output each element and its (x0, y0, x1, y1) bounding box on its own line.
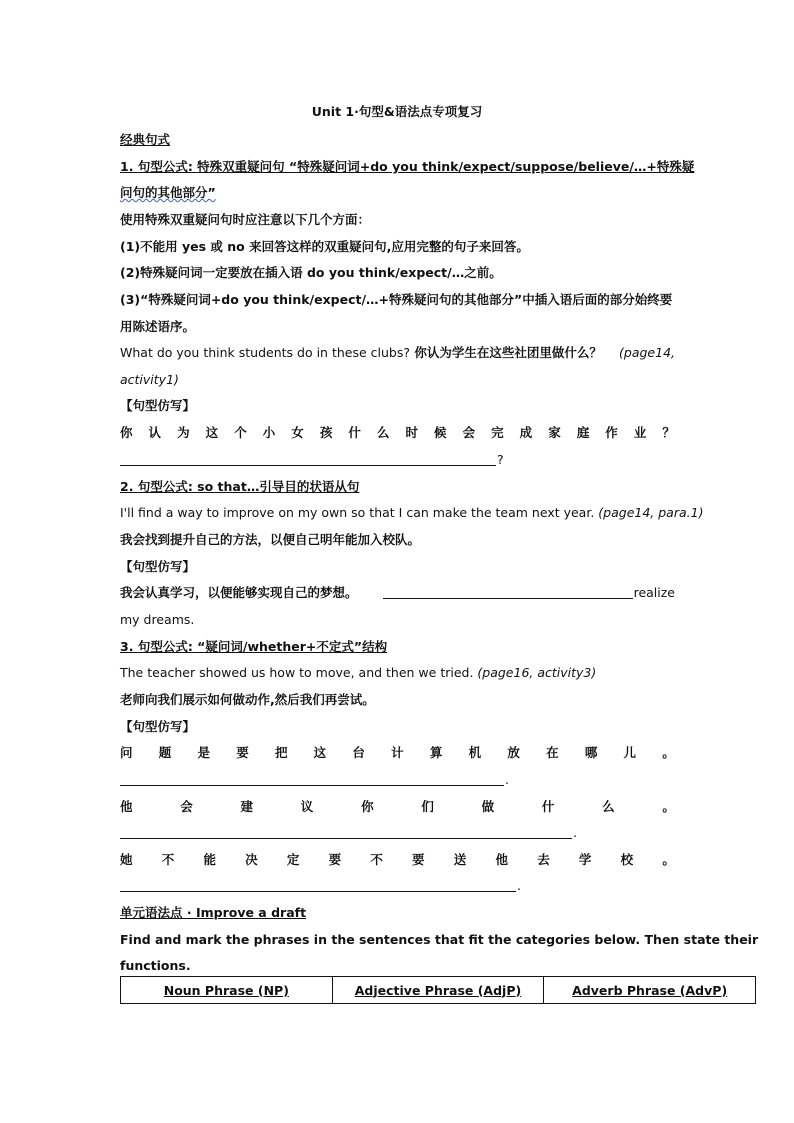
item2-practice-label: 【句型仿写】 (120, 559, 196, 574)
item2-example (120, 504, 704, 522)
item3-practice-label: 【句型仿写】 (120, 719, 196, 734)
item1-number: 1. (120, 159, 138, 174)
practice-char: 为 (177, 425, 190, 440)
item3-practice2 (120, 798, 675, 816)
item3-answer-blank-2[interactable] (120, 838, 572, 839)
item3-example-en: The teacher showed us how to move, and then we tried. (120, 665, 478, 680)
practice-char: 议 (300, 799, 314, 814)
item3-formula-line (120, 638, 675, 656)
practice-char: 庭 (576, 425, 590, 440)
practice-char: 题 (158, 745, 172, 760)
practice-char: 能 (203, 852, 216, 867)
item3-example (120, 664, 675, 682)
grammar-instruction-a: Find and mark the phrases in the sentences that fit the categories below. Then state their (120, 932, 759, 947)
practice-char: 你 (361, 799, 374, 814)
item2-practice-tail-b: my dreams. (120, 612, 195, 627)
practice-char: 建 (240, 799, 254, 814)
item1-formula-a: 特殊双重疑问句 “特殊疑问词+do you think/expect/suppose/believe/…+特殊疑 (197, 159, 695, 174)
item2-example-en: I'll find a way to improve on my own so that I can make the team next year. (120, 505, 599, 520)
item3-blank3-end: . (517, 878, 521, 893)
item1-note-intro: 使用特殊双重疑问句时应注意以下几个方面： (120, 212, 371, 227)
practice-char: 要 (236, 745, 249, 760)
practice-char: 认 (148, 425, 162, 440)
item2-formula-line (120, 478, 675, 496)
item1-formula-line1 (120, 158, 695, 176)
practice-char: 放 (507, 745, 520, 760)
practice-char: 完 (491, 425, 504, 440)
item3-blank1-end: . (505, 772, 509, 787)
item1-lead: 句型公式: (137, 159, 198, 174)
practice-char: 作 (605, 425, 618, 440)
practice-char: 算 (429, 745, 443, 760)
practice-char: 们 (421, 799, 434, 814)
item1-note1: (1)不能用 yes 或 no 来回答这样的双重疑问句,应用完整的句子来回答。 (120, 239, 529, 254)
item1-answer-blank[interactable] (120, 465, 496, 466)
item3-blank2-end: . (573, 825, 577, 840)
item3-answer-blank-3[interactable] (120, 891, 516, 892)
practice-char: 她 (120, 852, 133, 867)
practice-char: 家 (548, 425, 561, 440)
practice-char: 把 (274, 745, 288, 760)
practice-char: 校 (620, 852, 634, 867)
item1-example-cn: 你认为学生在这些社团里做什么？ (409, 345, 602, 360)
item2-formula: so that…引导目的状语从句 (197, 479, 360, 494)
table-header-cell (544, 977, 756, 1004)
grammar-instruction-b: functions. (120, 958, 191, 973)
item1-practice-sentence (120, 424, 675, 442)
item3-answer-blank-1[interactable] (120, 785, 504, 786)
item1-note2: (2)特殊疑问词一定要放在插入语 do you think/expect/…之前。 (120, 265, 502, 280)
practice-char: 个 (234, 425, 247, 440)
practice-char: 这 (205, 425, 219, 440)
item1-example-en: What do you think students do in these clubs? (120, 345, 410, 360)
item2-example-cn: 我会找到提升自己的方法，以便自己明年能加入校队。 (120, 532, 421, 547)
practice-char: 问 (120, 745, 133, 760)
practice-char: 孩 (319, 425, 333, 440)
item2-practice-line (120, 584, 675, 602)
column-adverb-phrase: Adverb Phrase (AdvP) (572, 982, 728, 998)
practice-char: 什 (541, 799, 555, 814)
practice-char: 什 (348, 425, 361, 440)
practice-char: 机 (468, 745, 482, 760)
practice-char: 哪 (584, 745, 598, 760)
practice-char: 。 (662, 799, 675, 814)
item3-example-cn: 老师向我们展示如何做动作,然后我们再尝试。 (120, 692, 375, 707)
practice-char: 计 (391, 745, 404, 760)
practice-char: 。 (662, 745, 675, 760)
practice-char: 学 (578, 852, 592, 867)
practice-char: 。 (662, 852, 675, 867)
item1-note3b: 用陈述语序。 (120, 319, 196, 334)
column-adjective-phrase: Adjective Phrase (AdjP) (354, 982, 522, 998)
item1-formula-line2 (120, 184, 675, 202)
practice-char: 女 (291, 425, 304, 440)
practice-char: 要 (328, 852, 342, 867)
practice-char: 么 (602, 799, 615, 814)
practice-char: 不 (370, 852, 383, 867)
practice-char: 你 (120, 425, 133, 440)
item1-example (120, 344, 675, 362)
item3-number: 3. (120, 639, 138, 654)
practice-char: 会 (462, 425, 476, 440)
section-heading-classic: 经典句式 (120, 132, 171, 147)
table-header-cell (332, 977, 544, 1004)
item3-practice3 (120, 851, 675, 869)
practice-char: 他 (495, 852, 508, 867)
item2-number: 2. (120, 479, 138, 494)
item1-blank-end: ? (497, 452, 504, 467)
practice-char: ？ (662, 425, 675, 440)
item1-example-source-b: activity1) (120, 372, 179, 387)
practice-char: 业 (633, 425, 647, 440)
practice-char: 不 (161, 852, 175, 867)
column-noun-phrase: Noun Phrase (NP) (163, 982, 289, 998)
phrase-category-table (120, 976, 756, 1004)
practice-char: 台 (352, 745, 365, 760)
practice-char: 去 (537, 852, 550, 867)
practice-char: 定 (286, 852, 300, 867)
table-header-row (121, 977, 756, 1004)
practice-char: 这 (313, 745, 327, 760)
item1-practice-label: 【句型仿写】 (120, 398, 196, 413)
item2-lead: 句型公式: (137, 479, 198, 494)
practice-char: 儿 (623, 745, 637, 760)
item1-formula-b: 问句的其他部分” (120, 185, 216, 200)
item2-practice-sentence: 我会认真学习，以便能够实现自己的梦想。 (120, 585, 358, 600)
item3-formula: “疑问词/whether+不定式”结构 (197, 639, 388, 654)
practice-char: 在 (546, 745, 559, 760)
practice-char: 做 (481, 799, 495, 814)
practice-char: 会 (180, 799, 193, 814)
practice-char: 时 (405, 425, 418, 440)
item3-practice1 (120, 744, 675, 762)
practice-char: 他 (120, 799, 133, 814)
practice-char: 成 (519, 425, 533, 440)
practice-char: 送 (453, 852, 467, 867)
item2-example-source: (page14, para.1) (598, 505, 704, 520)
practice-char: 候 (434, 425, 447, 440)
practice-char: 要 (412, 852, 425, 867)
item1-example-source-a: (page14, (619, 345, 675, 360)
item2-practice-tail-a: realize (633, 585, 675, 600)
page-title: Unit 1·句型&语法点专项复习 (311, 104, 483, 119)
practice-char: 小 (262, 425, 276, 440)
practice-char: 决 (245, 852, 258, 867)
table-header-cell (121, 977, 333, 1004)
item2-answer-blank[interactable] (383, 598, 633, 599)
practice-char: 么 (376, 425, 390, 440)
grammar-heading: 单元语法点 · Improve a draft (120, 905, 307, 920)
item3-lead: 句型公式: (137, 639, 198, 654)
item3-example-source: (page16, activity3) (477, 665, 597, 680)
practice-char: 是 (197, 745, 210, 760)
item1-note3a: (3)“特殊疑问词+do you think/expect/…+特殊疑问句的其他部分”中插入语后面的部分始终要 (120, 292, 673, 307)
